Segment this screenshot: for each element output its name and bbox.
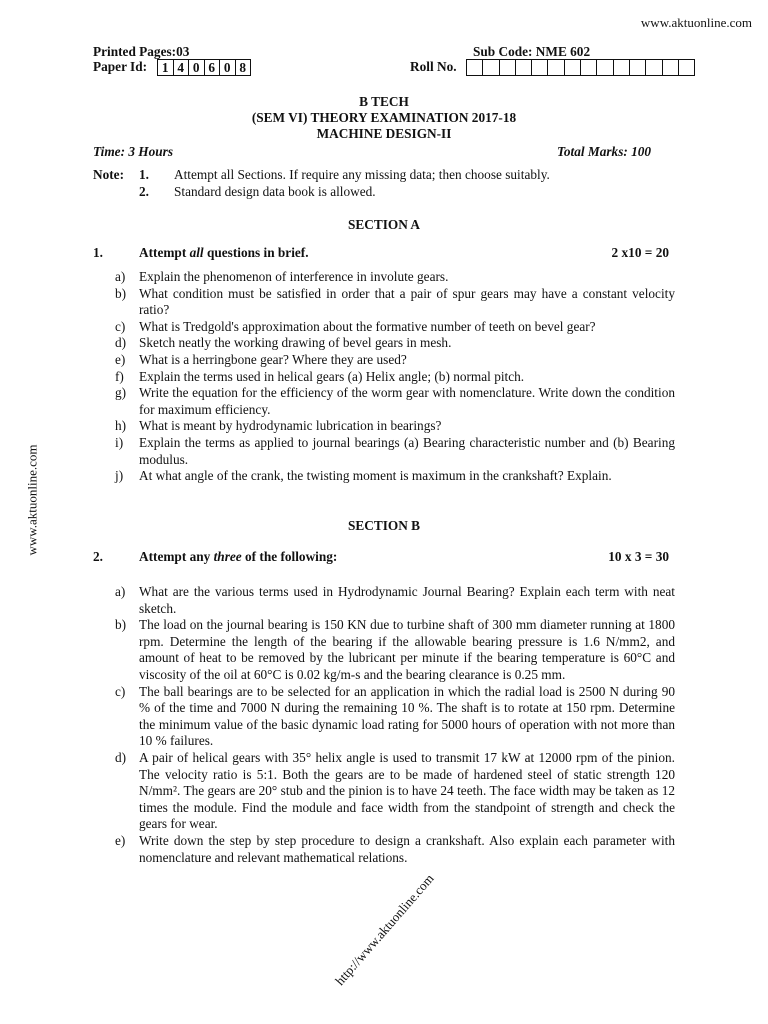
paper-id-digit: 1 xyxy=(158,60,174,75)
question-item-text: What are the various terms used in Hydrodynamic Journal Bearing? Explain each term with neat sketch. xyxy=(139,584,675,616)
roll-no-boxes[interactable] xyxy=(466,59,695,76)
question-text: Attempt any three of the following: xyxy=(139,549,338,564)
question-item-text: What condition must be satisfied in order that a pair of spur gears may have a constant velocity ratio? xyxy=(139,285,675,318)
question-item-text: The load on the journal bearing is 150 KN due to turbine shaft of 300 mm diameter running at 1800 rpm. Determine the length of the bearing if the allowable bearing pressure is 1.6 N/mm2, and amount of heat to be removed by the lubricant per minute if the bearing temperature is 60°C and viscosity of the oil at 60°C is 0.02 kg/m-s and the bearing clearance is 0.25 mm. xyxy=(139,617,675,682)
roll-no-box[interactable] xyxy=(483,60,499,75)
title-line1: B TECH xyxy=(359,94,409,109)
roll-no-box[interactable] xyxy=(630,60,646,75)
question-item xyxy=(93,584,675,617)
note-item xyxy=(93,184,675,201)
question-item xyxy=(93,418,675,435)
question-item-label: b) xyxy=(115,285,127,301)
section-a-heading: SECTION A xyxy=(347,217,421,232)
section-a-question xyxy=(93,245,675,262)
roll-no-box[interactable] xyxy=(614,60,630,75)
section-b-question xyxy=(93,549,675,566)
question-item-text: What is a herringbone gear? Where they are used? xyxy=(139,351,407,367)
roll-no-label: Roll No. xyxy=(410,59,457,74)
question-text: Attempt all questions in brief. xyxy=(139,245,309,260)
question-item xyxy=(93,369,675,386)
note-text: Standard design data book is allowed. xyxy=(174,183,376,199)
note-num: 1. xyxy=(139,167,149,182)
question-item-label: g) xyxy=(115,385,127,401)
sub-code: Sub Code: NME 602 xyxy=(473,44,591,59)
question-marks: 10 x 3 = 30 xyxy=(608,549,669,564)
roll-no-box[interactable] xyxy=(516,60,532,75)
section-b-heading: SECTION B xyxy=(347,518,421,533)
roll-no-box[interactable] xyxy=(500,60,516,75)
watermark-top: www.aktuonline.com xyxy=(640,15,752,30)
question-item-text: A pair of helical gears with 35° helix angle is used to transmit 17 kW at 12000 rpm of the pinion. The velocity ratio is 5:1. Both the gears are to be made of hardened steel of static strength 120 N/mm². The gears are 20° stub and the pinion is to have 24 teeth. The face width may be taken as 12 times the module. Find the module and face width from the standpoint of strength and check the gears for wear. xyxy=(139,749,675,832)
roll-no-box[interactable] xyxy=(646,60,662,75)
note-label: Note: xyxy=(93,167,125,182)
time-label: Time: 3 Hours xyxy=(93,144,174,159)
note xyxy=(93,167,675,200)
roll-no-box[interactable] xyxy=(581,60,597,75)
printed-pages: Printed Pages:03 xyxy=(93,44,190,59)
question-item-label: c) xyxy=(115,683,126,699)
question-item xyxy=(93,319,675,336)
question-item-text: Explain the phenomenon of interference in involute gears. xyxy=(139,269,449,284)
question-item-text: At what angle of the crank, the twisting moment is maximum in the crankshaft? Explain. xyxy=(139,468,612,484)
question-item xyxy=(93,617,675,683)
question-item xyxy=(93,269,675,286)
question-item-text: Write the equation for the efficiency of the worm gear with nomenclature. Write down the condition for maximum efficiency. xyxy=(139,385,675,417)
question-item-text: Write down the step by step procedure to design a crankshaft. Also explain each parameter with nomenclature and relevant mathematical relations. xyxy=(139,832,675,865)
question-item-label: b) xyxy=(115,617,127,633)
paper-id-digit: 0 xyxy=(189,60,205,75)
roll-no-box[interactable] xyxy=(467,60,483,75)
paper-id xyxy=(93,59,251,76)
roll-no xyxy=(410,59,695,76)
section-a-items xyxy=(93,269,675,485)
paper-id-digit: 0 xyxy=(220,60,236,75)
roll-no-box[interactable] xyxy=(565,60,581,75)
watermark-side: www.aktuonline.com xyxy=(24,444,40,556)
question-item-label: d) xyxy=(115,749,127,765)
question-item xyxy=(93,684,675,750)
paper-id-label: Paper Id: xyxy=(93,59,148,74)
roll-no-box[interactable] xyxy=(679,60,694,75)
note-text: Attempt all Sections. If require any missing data; then choose suitably. xyxy=(174,167,550,182)
question-item-label: d) xyxy=(115,335,127,351)
question-item-text: What is meant by hydrodynamic lubrication in bearings? xyxy=(139,418,442,434)
question-item-label: a) xyxy=(115,584,126,599)
title-line2: (SEM VI) THEORY EXAMINATION 2017-18 xyxy=(251,110,517,125)
question-item-label: a) xyxy=(115,269,126,284)
question-item xyxy=(93,468,675,485)
watermark-diagonal: http://www.aktuonline.com xyxy=(332,870,437,989)
paper-id-digit: 4 xyxy=(174,60,190,75)
question-item xyxy=(93,385,675,418)
question-marks: 2 x10 = 20 xyxy=(611,245,669,260)
question-item-text: The ball bearings are to be selected for an application in which the radial load is 2500 N during 90 % of the time and 7000 N during the remaining 10 %. The shaft is to rotate at 150 rpm. Determine the minimum value of the basic dynamic load rating for 5000 hours of operation with not more than 10 % failures. xyxy=(139,683,675,749)
question-item xyxy=(93,352,675,369)
question-item-label: c) xyxy=(115,318,126,334)
roll-no-box[interactable] xyxy=(663,60,679,75)
roll-no-box[interactable] xyxy=(597,60,613,75)
question-item xyxy=(93,833,675,866)
section-b-items xyxy=(93,584,675,866)
question-number: 1. xyxy=(93,245,103,260)
question-number: 2. xyxy=(93,549,103,564)
title-line3: MACHINE DESIGN-II xyxy=(316,126,452,141)
paper-id-boxes xyxy=(157,59,251,76)
question-item-label: j) xyxy=(115,468,124,484)
question-item xyxy=(93,286,675,319)
question-item xyxy=(93,435,675,468)
roll-no-box[interactable] xyxy=(548,60,564,75)
question-item-label: e) xyxy=(115,351,126,367)
paper-id-digit: 8 xyxy=(239,60,247,75)
question-item-text: Sketch neatly the working drawing of bevel gears in mesh. xyxy=(139,335,452,351)
question-item-label: i) xyxy=(115,434,124,450)
question-item-label: e) xyxy=(115,832,126,848)
question-item xyxy=(93,750,675,833)
question-item-text: Explain the terms as applied to journal bearings (a) Bearing characteristic number and (b) Bearing modulus. xyxy=(139,434,675,467)
paper-id-digit: 6 xyxy=(205,60,221,75)
question-item-text: Explain the terms used in helical gears (a) Helix angle; (b) normal pitch. xyxy=(139,368,525,384)
roll-no-box[interactable] xyxy=(532,60,548,75)
question-item-label: f) xyxy=(115,368,124,384)
note-num: 2. xyxy=(139,183,149,199)
note-item xyxy=(93,167,675,184)
question-item-label: h) xyxy=(115,418,127,434)
question-item xyxy=(93,335,675,352)
question-item-text: What is Tredgold's approximation about the formative number of teeth on bevel gear? xyxy=(139,318,596,334)
total-marks: Total Marks: 100 xyxy=(557,144,652,159)
